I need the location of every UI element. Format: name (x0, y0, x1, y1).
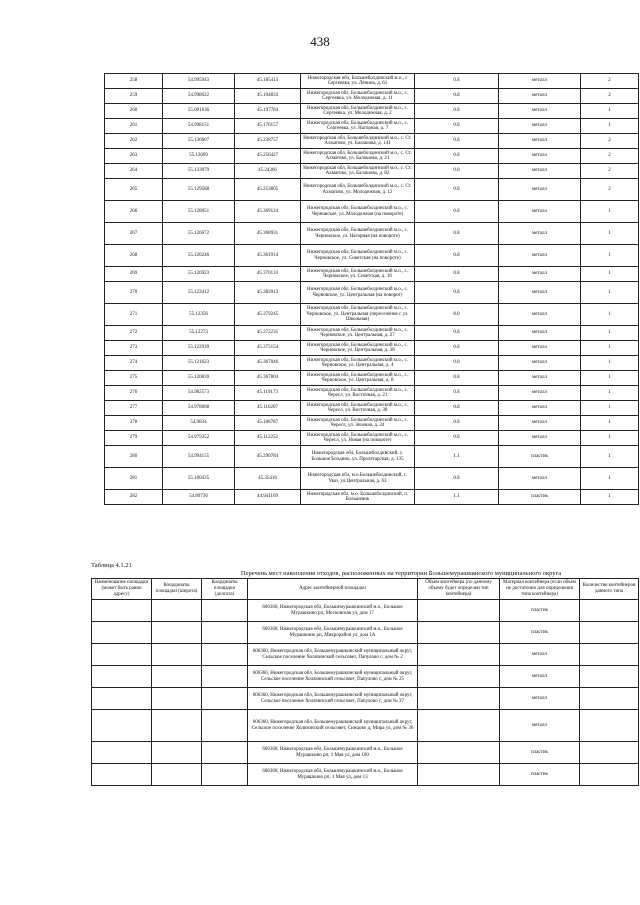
cell-material: металл (499, 416, 581, 431)
cell-material: металл (499, 304, 581, 326)
table-row (92, 622, 639, 644)
cell-material: металл (499, 164, 581, 179)
table-row (105, 201, 639, 223)
cell-latitude: 55.120839 (163, 371, 235, 386)
cell-row-number: 260 (105, 104, 163, 119)
cell-count: 2 (581, 89, 639, 104)
cell-row-number: 267 (105, 223, 163, 245)
cell-volume: 0.8 (415, 356, 499, 371)
cell-latitude: 54.978068 (163, 401, 235, 416)
cell-count: 1 (581, 386, 639, 401)
header-site-name: Наименование площадки (может быть равно адресу) (92, 579, 152, 600)
table-row (92, 666, 639, 688)
cell-volume: 0.8 (415, 104, 499, 119)
cell-address: 606360, Нижегородская обл, Большемурашкинский муниципальный округ, Сельское поселение Холязинский сельсовет, Папулово с, дом № 2 (248, 644, 418, 666)
cell-address: Нижегородская обл, Большеболдинский м.о., с. Черновское, ул. Центральная, д. 27 (301, 326, 415, 341)
cell-material: металл (499, 401, 581, 416)
cell-material: пластик (499, 490, 581, 505)
cell-count: 1 (581, 356, 639, 371)
cell-material: металл (499, 149, 581, 164)
cell-material: металл (499, 326, 581, 341)
cell-volume (418, 644, 500, 666)
cell-address: Нижегородская обл, Большеболдинский м.о., с. Черновское, ул. Советская, д. 16 (301, 267, 415, 282)
cell-longitude: 45.108787 (235, 416, 301, 431)
cell-address: Нижегородская обл, м.о. Большеболдинский, п. Большевик (301, 490, 415, 505)
cell-row-number: 279 (105, 431, 163, 446)
cell-address: Нижегородская обл, Большеболдинский м.о., с. Черновское, ул. Молодежная (на повороте) (301, 201, 415, 223)
cell-longitude: 45.176157 (235, 119, 301, 134)
cell-material: металл (499, 245, 581, 267)
cell-volume (418, 764, 500, 786)
cell-address: Нижегородская обл, Большеболдинский м.о., с. Черновское, ул. Советская (на повороте) (301, 245, 415, 267)
table-row (105, 267, 639, 282)
cell-site-name (92, 600, 152, 622)
cell-volume: 0.8 (415, 341, 499, 356)
cell-row-number: 281 (105, 468, 163, 490)
cell-latitude: 54.998022 (163, 89, 235, 104)
cell-latitude (152, 600, 202, 622)
cell-latitude: 55.100435 (163, 468, 235, 490)
cell-address: Нижегородская обл, Большеболдинский м.о., с. Черновское, ул. Нагорная (на повороте) (301, 223, 415, 245)
table-row (105, 431, 639, 446)
cell-site-name (92, 644, 152, 666)
cell-longitude (202, 666, 248, 688)
cell-address: Нижегородская обл, Большеболдинский, с. Большое Болдино, ул. Пролетарская, д. 135 (301, 446, 415, 468)
cell-address: Нижегородская обл, Большеболдинский м.о., с. Ст. Ахматово, ул. Балашова, д. 82 (301, 164, 415, 179)
cell-address: Нижегородская обл, м.о.Большеболдинский, с. Уваз, ул.Центральная, д. 63 (301, 468, 415, 490)
cell-count (580, 622, 639, 644)
table-row (105, 134, 639, 149)
cell-latitude: 55.121623 (163, 356, 235, 371)
cell-volume: 0.8 (415, 431, 499, 446)
cell-latitude: 55.128051 (163, 201, 235, 223)
cell-address: Нижегородская обл, Большеболдинский м.о., с. Черновское, ул. Центральная (на поворот) (301, 282, 415, 304)
header-longitude: Координаты площадки (долгота) (202, 579, 248, 600)
cell-address: 606360, Нижегородская обл, Большемурашкинский муниципальный округ, Сельское поселение Холязинский сельсовет, Папулово с, дом № 25 (248, 666, 418, 688)
cell-address: Нижегородская обл, Большеболдинский м.о., с. Чересл, ул. Новая (на повороте) (301, 431, 415, 446)
cell-count: 1 (581, 245, 639, 267)
cell-address: Нижегородская обл, Большеболдинский м.о., с. Черновское, ул. Центральная, д. 4 (301, 356, 415, 371)
cell-site-name (92, 764, 152, 786)
cell-address: Нижегородская обл, Большеболдинский м.о., с Сергеевка, ул. Ленина, д. 61 (301, 74, 415, 89)
cell-material: металл (499, 134, 581, 149)
cell-latitude (152, 710, 202, 742)
cell-row-number: 262 (105, 134, 163, 149)
table-row (105, 326, 639, 341)
cell-longitude (202, 764, 248, 786)
cell-row-number: 258 (105, 74, 163, 89)
cell-material: металл (499, 267, 581, 282)
cell-longitude: 44.941169 (235, 490, 301, 505)
cell-address: Нижегородская обл, Большеболдинский м.о., с. Чересл, ул. Восточная, д. 21 (301, 386, 415, 401)
table-row (92, 742, 639, 764)
cell-volume: 1.1 (415, 490, 499, 505)
cell-volume: 0.8 (415, 119, 499, 134)
table-row (105, 119, 639, 134)
containers-table-bolshemurashkinsky (91, 578, 639, 786)
cell-longitude: 45.370133 (235, 267, 301, 282)
cell-longitude: 45.185413 (235, 74, 301, 89)
cell-row-number: 263 (105, 149, 163, 164)
cell-address: Нижегородская обл, Большеболдинский м.о., с. Черновское, ул. Центральная, д. 8 (301, 371, 415, 386)
cell-longitude: 45.238757 (235, 134, 301, 149)
cell-latitude: 55.001636 (163, 104, 235, 119)
cell-address: 606360, Нижегородская обл, Большемурашкинский м.о., Большое Мурашкино рп, Московская ул, дом 17 (248, 600, 418, 622)
cell-material: металл (500, 644, 580, 666)
cell-row-number: 280 (105, 446, 163, 468)
cell-longitude: 45.372235 (235, 326, 301, 341)
table-row (105, 89, 639, 104)
cell-latitude (152, 622, 202, 644)
cell-longitude: 45.119173 (235, 386, 301, 401)
cell-row-number: 275 (105, 371, 163, 386)
table-row (92, 600, 639, 622)
containers-table-bolsheboldinsky (104, 73, 639, 505)
cell-volume: 0.8 (415, 468, 499, 490)
cell-count: 2 (581, 179, 639, 201)
cell-volume: 0.8 (415, 134, 499, 149)
cell-longitude (202, 622, 248, 644)
cell-longitude: 45.367804 (235, 371, 301, 386)
table-row (105, 341, 639, 356)
cell-row-number: 282 (105, 490, 163, 505)
cell-material: металл (499, 74, 581, 89)
cell-longitude (202, 600, 248, 622)
table-row (105, 223, 639, 245)
cell-material: металл (499, 431, 581, 446)
cell-count (580, 644, 639, 666)
cell-latitude (152, 764, 202, 786)
cell-material: металл (500, 666, 580, 688)
cell-volume: 0.8 (415, 89, 499, 104)
cell-latitude: 55.133079 (163, 164, 235, 179)
table-row (92, 710, 639, 742)
table-row (105, 446, 639, 468)
cell-longitude: 45.361914 (235, 245, 301, 267)
cell-latitude: 55.136607 (163, 134, 235, 149)
cell-volume: 8.0 (415, 304, 499, 326)
cell-longitude: 45.367046 (235, 356, 301, 371)
cell-row-number: 266 (105, 201, 163, 223)
header-count: Количество контейнеров данного типа (580, 579, 639, 600)
cell-address: 606360, Нижегородская обл, Большемурашкинский м.о., Большое Мурашкино рп, 1 Мая ул, дом 13 (248, 764, 418, 786)
cell-volume: 0.8 (415, 245, 499, 267)
cell-material: металл (499, 89, 581, 104)
cell-count: 1 (581, 223, 639, 245)
page-number: 438 (310, 34, 330, 49)
cell-count: 1 (581, 341, 639, 356)
cell-material: пластик (500, 622, 580, 644)
cell-address: Нижегородская обл, Большеболдинский м.о., с. Ст. Ахматово, ул. Балашова, д. 21 (301, 149, 415, 164)
cell-latitude: 54.995943 (163, 74, 235, 89)
cell-volume: 0.8 (415, 74, 499, 89)
cell-volume (418, 666, 500, 688)
cell-address: Нижегородская обл, Большеболдинский м.о., с. Чересл, ул. Зеленая, д. 24 (301, 416, 415, 431)
cell-longitude: 45.116207 (235, 401, 301, 416)
table-row (105, 282, 639, 304)
cell-longitude: 45.112252 (235, 431, 301, 446)
cell-longitude: 45.368931 (235, 223, 301, 245)
table-row (105, 401, 639, 416)
cell-volume (418, 710, 500, 742)
cell-volume: 0.8 (415, 164, 499, 179)
cell-address: 606360, Нижегородская обл, Большемурашкинский м.о., Большое Мурашкино рп, Микрорайон ул, дом 1А (248, 622, 418, 644)
cell-volume (418, 688, 500, 710)
cell-latitude: 54.982573 (163, 386, 235, 401)
cell-material: металл (499, 371, 581, 386)
cell-address: Нижегородская обл, Большеболдинский м.о., с. Черновское, ул. Центральная (пересечение с ул. Школьная) (301, 304, 415, 326)
cell-longitude: 45.382013 (235, 282, 301, 304)
cell-count: 1 (581, 371, 639, 386)
cell-address: Нижегородская обл, Большеболдинский м.о., с. Сергеевка, ул. Молодежная, д. 11 (301, 89, 415, 104)
cell-latitude: 55.126923 (163, 267, 235, 282)
cell-row-number: 273 (105, 341, 163, 356)
cell-count: 1 (581, 446, 639, 468)
cell-latitude: 54.9834 (163, 416, 235, 431)
cell-count: 2 (581, 149, 639, 164)
cell-row-number: 271 (105, 304, 163, 326)
table-row (105, 104, 639, 119)
cell-latitude: 54.998151 (163, 119, 235, 134)
cell-longitude (202, 644, 248, 666)
cell-volume: 0.8 (415, 201, 499, 223)
cell-volume (418, 600, 500, 622)
cell-longitude (202, 688, 248, 710)
cell-latitude: 55.12609 (163, 149, 235, 164)
cell-material: металл (500, 710, 580, 742)
cell-count: 1 (581, 282, 639, 304)
cell-count (580, 666, 639, 688)
cell-site-name (92, 666, 152, 688)
cell-material: металл (500, 688, 580, 710)
cell-count: 1 (581, 304, 639, 326)
cell-material: металл (499, 223, 581, 245)
cell-row-number: 268 (105, 245, 163, 267)
table-title: Перечень мест накопления отходов, расположенных на территории Большемурашкинского муниципального округа (240, 570, 562, 577)
cell-material: металл (499, 468, 581, 490)
cell-volume: 0.8 (415, 282, 499, 304)
cell-address: Нижегородская обл, Большеболдинский м.о., с. Чересл, ул. Восточная, д. 38 (301, 401, 415, 416)
cell-count: 1 (581, 468, 639, 490)
cell-row-number: 264 (105, 164, 163, 179)
cell-longitude: 45.197784 (235, 104, 301, 119)
cell-latitude: 55.126672 (163, 223, 235, 245)
cell-latitude: 55.123412 (163, 282, 235, 304)
cell-material: пластик (500, 764, 580, 786)
cell-row-number: 276 (105, 386, 163, 401)
cell-longitude (202, 742, 248, 764)
table-row (105, 490, 639, 505)
cell-row-number: 274 (105, 356, 163, 371)
cell-latitude: 55.126246 (163, 245, 235, 267)
table-row (105, 245, 639, 267)
cell-volume: 1.1 (415, 446, 499, 468)
cell-row-number: 272 (105, 326, 163, 341)
cell-count (580, 710, 639, 742)
table-row (105, 179, 639, 201)
cell-material: металл (499, 356, 581, 371)
cell-count: 1 (581, 326, 639, 341)
table-row (92, 644, 639, 666)
cell-site-name (92, 742, 152, 764)
cell-volume: 0.8 (415, 371, 499, 386)
cell-count (580, 764, 639, 786)
table-row (92, 764, 639, 786)
cell-address: 606360, Нижегородская обл, Большемурашкинский муниципальный округ, Сельское поселение Холязинский сельсовет, Папулово с, дом № 37 (248, 688, 418, 710)
cell-material: металл (499, 119, 581, 134)
cell-row-number: 278 (105, 416, 163, 431)
cell-count: 1 (581, 267, 639, 282)
cell-address: Нижегородская обл, Большеболдинский м.о., с. Сергеевка, ул. Нагорная, д. 7 (301, 119, 415, 134)
cell-count (580, 688, 639, 710)
table-number: Таблица 4.1.21 (91, 562, 132, 569)
cell-latitude (152, 666, 202, 688)
cell-longitude: 45.369124 (235, 201, 301, 223)
cell-row-number: 277 (105, 401, 163, 416)
cell-longitude: 45.253805 (235, 179, 301, 201)
cell-row-number: 270 (105, 282, 163, 304)
table-row (105, 356, 639, 371)
table-row (105, 416, 639, 431)
table-row (105, 304, 639, 326)
cell-row-number: 265 (105, 179, 163, 201)
cell-material: металл (499, 386, 581, 401)
table-row (105, 149, 639, 164)
table-row (105, 386, 639, 401)
table-row (105, 74, 639, 89)
cell-address: Нижегородская обл, Большеболдинский м.о., с. Сергеевка, ул. Молодежная, д. 2 (301, 104, 415, 119)
cell-row-number: 261 (105, 119, 163, 134)
cell-volume (418, 742, 500, 764)
cell-address: Нижегородская обл, Большеболдинский м.о., с. Ст. Ахматово, ул. Балашова, д. 141 (301, 134, 415, 149)
cell-count: 1 (581, 104, 639, 119)
cell-row-number: 269 (105, 267, 163, 282)
table-row (92, 688, 639, 710)
cell-latitude: 55.12356 (163, 304, 235, 326)
cell-count: 1 (581, 201, 639, 223)
table-row (105, 164, 639, 179)
cell-volume: 0.8 (415, 223, 499, 245)
header-volume: Объем контейнера (по данному объему будет определен тип контейнера) (418, 579, 500, 600)
cell-count: 1 (581, 401, 639, 416)
cell-address: Нижегородская обл, Большеболдинский м.о., с. Ст. Ахматово, ул. Молодежная, д. 12 (301, 179, 415, 201)
cell-longitude (202, 710, 248, 742)
cell-volume: 0.8 (415, 326, 499, 341)
table-header-row (92, 579, 639, 600)
cell-material: пластик (500, 600, 580, 622)
cell-volume: 0.8 (415, 416, 499, 431)
cell-longitude: 45.375154 (235, 341, 301, 356)
cell-site-name (92, 688, 152, 710)
cell-count: 2 (581, 74, 639, 89)
cell-volume: 0.8 (415, 386, 499, 401)
cell-material: металл (499, 104, 581, 119)
cell-longitude: 45.24366 (235, 164, 301, 179)
cell-material: металл (499, 282, 581, 304)
table-row (105, 371, 639, 386)
cell-latitude: 54.979352 (163, 431, 235, 446)
cell-material: металл (499, 201, 581, 223)
cell-count: 2 (581, 134, 639, 149)
cell-volume (418, 622, 500, 644)
table-row (105, 468, 639, 490)
cell-latitude (152, 742, 202, 764)
cell-site-name (92, 710, 152, 742)
cell-volume: 0.8 (415, 149, 499, 164)
cell-longitude: 45.379245 (235, 304, 301, 326)
header-latitude: Координаты площадки (широта) (152, 579, 202, 600)
header-address: Адрес контейнерной площадки (248, 579, 418, 600)
cell-count (580, 600, 639, 622)
cell-longitude: 45.35416 (235, 468, 301, 490)
cell-latitude (152, 688, 202, 710)
cell-row-number: 259 (105, 89, 163, 104)
cell-longitude: 45.256427 (235, 149, 301, 164)
cell-latitude: 55.122939 (163, 341, 235, 356)
cell-latitude: 54.89736 (163, 490, 235, 505)
cell-site-name (92, 622, 152, 644)
cell-latitude: 54.994155 (163, 446, 235, 468)
cell-volume: 0.8 (415, 267, 499, 282)
cell-longitude: 45.194833 (235, 89, 301, 104)
cell-latitude: 55.12273 (163, 326, 235, 341)
cell-address: 606360, Нижегородская обл, Большемурашкинский м.о., Большое Мурашкино рп, 1 Мая ул, дом 100 (248, 742, 418, 764)
cell-count (580, 742, 639, 764)
cell-count: 1 (581, 416, 639, 431)
cell-address: Нижегородская обл, Большеболдинский м.о., с. Черновское, ул. Центральная, д. 38 (301, 341, 415, 356)
cell-volume: 0.8 (415, 179, 499, 201)
cell-longitude: 45.290784 (235, 446, 301, 468)
cell-material: металл (499, 341, 581, 356)
cell-count: 2 (581, 164, 639, 179)
cell-material: металл (499, 179, 581, 201)
cell-count: 1 (581, 119, 639, 134)
cell-volume: 0.8 (415, 401, 499, 416)
cell-latitude (152, 644, 202, 666)
cell-count: 1 (581, 490, 639, 505)
header-material: Материал контейнера (если объем не достаточно для определения типа контейнера) (500, 579, 580, 600)
cell-address: 606360, Нижегородская обл, Большемурашкинский муниципальный округ, Сельское поселение Холязинский сельсовет, Синцово д, Мира ул, дом № 36 (248, 710, 418, 742)
cell-material: пластик (499, 446, 581, 468)
cell-material: пластик (500, 742, 580, 764)
cell-count: 1 (581, 431, 639, 446)
cell-latitude: 55.129588 (163, 179, 235, 201)
